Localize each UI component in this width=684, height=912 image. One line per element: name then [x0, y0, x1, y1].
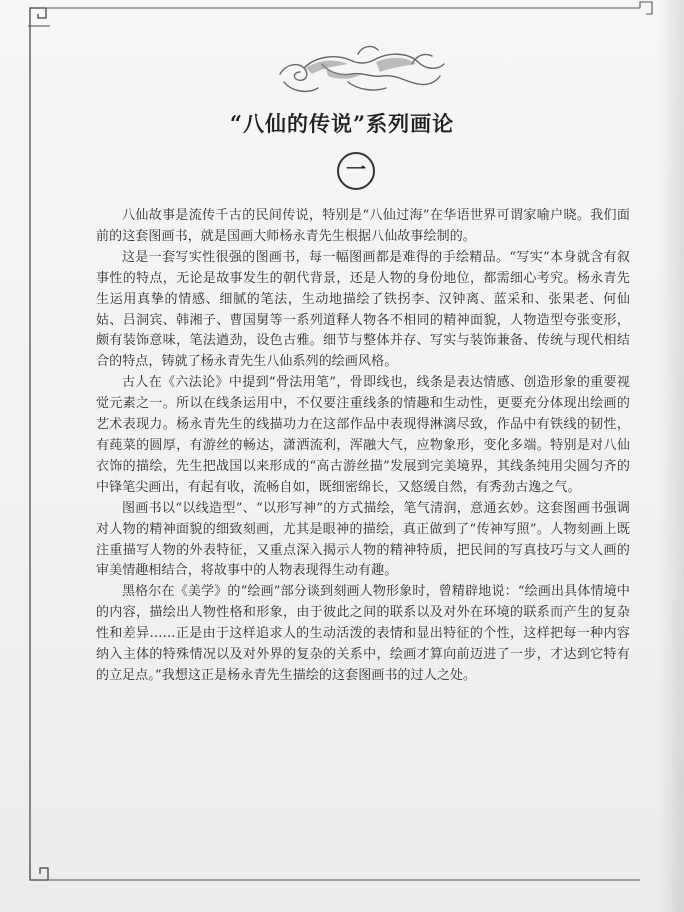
cloud-dragon-ornament	[262, 34, 462, 106]
paragraph: 这是一套写实性很强的图画书，每一幅图画都是难得的手绘精品。“写实”本身就含有叙事性的特点，无论是故事发生的朝代背景，还是人物的身份地位，都需细心考究。杨永青先生运用真挚的情感、细腻的笔法，生动地描绘了铁拐李、汉钟离、蓝采和、张果老、何仙姑、吕洞宾、韩湘子、曹国舅等一系列道释人物各不相同的精神面貌，人物造型夸张变形，颇有装饰意味，笔法遒劲，设色古雅。细节与整体并存、写实与装饰兼备、传统与现代相结合的特点，铸就了杨永青先生八仙系列的绘画风格。	[96, 249, 630, 370]
paragraph: 图画书以“以线造型”、“以形写神”的方式描绘，笔气清润，意通玄妙。这套图画书强调对人物的精神面貌的细致刻画，尤其是眼神的描绘，真正做到了“传神写照”。人物刻画上既注重描写人物的外表特征，又重点深入揭示人物的精神特质，把民间的写真技巧与文人画的审美情趣相结合，将故事中的人物表现得生动有趣。	[96, 500, 630, 579]
paragraph: 古人在《六法论》中提到“骨法用笔”，骨即线也，线条是表达情感、创造形象的重要视觉元素之一。所以在线条运用中，不仅要注重线条的情趣和生动性，更要充分体现出绘画的艺术表现力。杨永青先生的线描功力在这部作品中表现得淋漓尽致，作品中有铁线的韧性，有莼菜的圆厚，有游丝的畅达，潇洒流利，浑融大气，应物象形，变化多端。特别是对八仙衣饰的描绘，先生把战国以来形成的“高古游丝描”发展到完美境界，其线条纯用尖圆匀齐的中锋笔尖画出，有起有收，流畅自如，既细密绵长，又悠缓自然，有秀劲古逸之气。	[96, 375, 630, 495]
page-title: “八仙的传说”系列画论	[229, 111, 455, 136]
paragraph: 黑格尔在《美学》的“绘画”部分谈到刻画人物形象时，曾精辟地说：“绘画出具体情境中的内容，描绘出人物性格和形象，由于彼此之间的联系以及对外在环境的联系而产生的复杂性和差异……正是由于这样追求人的生动活泼的表情和显出特征的个性，这样把每一种内容纳入主体的特殊情况以及对外界的复杂的关系中，绘画才算向前迈进了一步，才达到它特有的立足点。”我想这正是杨永青先生描绘的这套图画书的过人之处。	[96, 584, 630, 683]
section-number-badge: 一	[337, 152, 375, 190]
article-body	[96, 206, 630, 687]
paragraph: 八仙故事是流传千古的民间传说，特别是“八仙过海”在华语世界可谓家喻户晓。我们面前的这套图画书，就是国画大师杨永青先生根据八仙故事绘制的。	[96, 208, 630, 244]
